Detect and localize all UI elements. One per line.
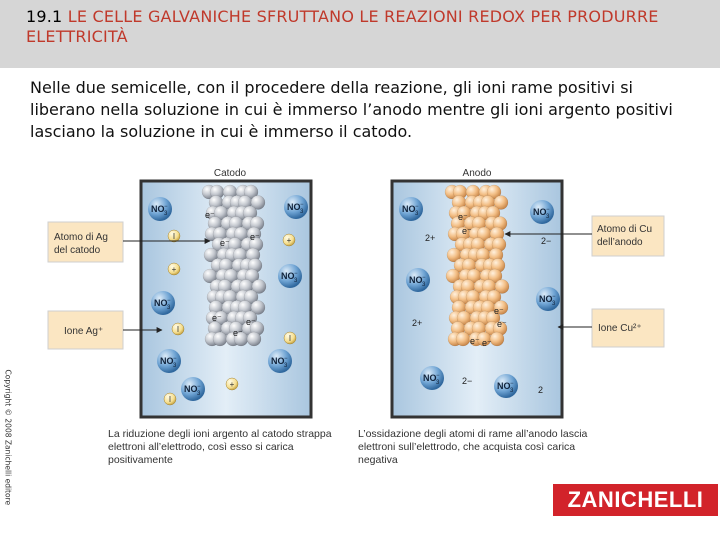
nitrate-ion bbox=[268, 349, 292, 373]
silver-atom bbox=[213, 332, 227, 346]
callout-cu-ion bbox=[558, 309, 664, 347]
nitrate-ion-label: NO bbox=[533, 207, 547, 217]
nitrate-ion-subscript: 3 bbox=[173, 363, 177, 369]
nitrate-ion-charge: − bbox=[167, 298, 171, 304]
positive-charge-label: + bbox=[229, 380, 235, 389]
nitrate-ion-charge: − bbox=[300, 202, 304, 208]
silver-ion bbox=[164, 393, 176, 405]
copper-atom bbox=[490, 332, 504, 346]
nitrate-ion bbox=[284, 195, 308, 219]
copper-ion-charge: 2+ bbox=[412, 318, 423, 328]
nitrate-ion-charge: − bbox=[546, 207, 550, 213]
copyright-notice: Copyright © 2008 Zanichelli editore bbox=[3, 369, 13, 506]
nitrate-ion-charge: − bbox=[284, 356, 288, 362]
nitrate-ion-charge: − bbox=[510, 381, 514, 387]
nitrate-ion-label: NO bbox=[409, 275, 423, 285]
nitrate-ion bbox=[406, 268, 430, 292]
electron: e⁻ bbox=[212, 313, 222, 323]
silver-ion-label: I bbox=[176, 325, 180, 334]
electron: e⁻ bbox=[205, 210, 215, 220]
section-number: 19.1 bbox=[26, 7, 63, 26]
publisher-logo: ZANICHELLI bbox=[553, 484, 718, 516]
nitrate-ion-subscript: 3 bbox=[197, 391, 201, 397]
anode-caption: L’ossidazione degli atomi di rame all’anodo lascia elettroni sull’elettrodo, che acquista così carica negativa bbox=[358, 428, 588, 466]
nitrate-ion-subscript: 3 bbox=[300, 209, 304, 215]
nitrate-ion bbox=[399, 197, 423, 221]
silver-atom bbox=[247, 332, 261, 346]
silver-ion-label: I bbox=[288, 334, 292, 343]
nitrate-ion-subscript: 3 bbox=[552, 301, 556, 307]
nitrate-ion bbox=[181, 377, 205, 401]
nitrate-ion-subscript: 3 bbox=[546, 214, 550, 220]
silver-ion-label: I bbox=[168, 395, 172, 404]
nitrate-ion-label: NO bbox=[271, 356, 285, 366]
nitrate-ion bbox=[278, 264, 302, 288]
electron: e⁻ bbox=[458, 212, 468, 222]
nitrate-ion-charge: − bbox=[415, 204, 419, 210]
positive-charge-label: + bbox=[171, 265, 177, 274]
callout-ag-atom-line2: del catodo bbox=[54, 245, 101, 256]
nitrate-ion-subscript: 3 bbox=[422, 282, 426, 288]
nitrate-ion-label: NO bbox=[497, 381, 511, 391]
electron: e⁻ bbox=[494, 306, 504, 316]
silver-ion bbox=[284, 332, 296, 344]
nitrate-ion-label: NO bbox=[154, 298, 168, 308]
electron: e⁻ bbox=[462, 226, 472, 236]
copper-ion-charge: 2+ bbox=[425, 233, 436, 243]
positive-charge bbox=[226, 378, 238, 390]
intro-paragraph: Nelle due semicelle, con il procedere della reazione, gli ioni rame positivi si liberano nella soluzione in cui è immerso l’anodo mentre gli ioni argento positivi lasciano la soluzione in cui è immerso il catodo. bbox=[30, 78, 673, 141]
nitrate-ion bbox=[151, 291, 175, 315]
nitrate-ion-subscript: 3 bbox=[510, 388, 514, 394]
silver-ion-label: I bbox=[172, 232, 176, 241]
nitrate-ion bbox=[494, 374, 518, 398]
copper-atom bbox=[456, 332, 470, 346]
electron: e⁻ bbox=[470, 336, 480, 346]
positive-charge bbox=[168, 263, 180, 275]
nitrate-ion-label: NO bbox=[423, 373, 437, 383]
anode-charge: 2− bbox=[462, 376, 473, 386]
electron: e⁻ bbox=[220, 238, 230, 248]
nitrate-ion-subscript: 3 bbox=[436, 380, 440, 386]
nitrate-ion-label: NO bbox=[184, 384, 198, 394]
nitrate-ion-charge: − bbox=[294, 271, 298, 277]
nitrate-ion-label: NO bbox=[402, 204, 416, 214]
electron: e⁻ bbox=[250, 232, 260, 242]
callout-cu-atom-line2: dell’anodo bbox=[597, 237, 643, 248]
nitrate-ion bbox=[420, 366, 444, 390]
callout-ag-atom-line1: Atomo di Ag bbox=[54, 232, 108, 243]
anode-charge: 2− bbox=[541, 236, 552, 246]
nitrate-ion bbox=[530, 200, 554, 224]
callout-ag-ion-label: Ione Ag⁺ bbox=[64, 326, 104, 337]
nitrate-ion-subscript: 3 bbox=[164, 211, 168, 217]
cathode-heading: Catodo bbox=[213, 168, 247, 179]
nitrate-ion bbox=[157, 349, 181, 373]
nitrate-ion-label: NO bbox=[539, 294, 553, 304]
nitrate-ion-label: NO bbox=[151, 204, 165, 214]
electron: e⁻ bbox=[482, 338, 492, 348]
nitrate-ion-charge: − bbox=[173, 356, 177, 362]
nitrate-ion bbox=[536, 287, 560, 311]
copper-ion-marker: 2 bbox=[538, 385, 544, 395]
cathode-caption: La riduzione degli ioni argento al catodo strappa elettroni all’elettrodo, così esso si carica positivamente bbox=[108, 428, 332, 466]
electron: e⁻ bbox=[233, 328, 243, 338]
nitrate-ion-charge: − bbox=[164, 204, 168, 210]
nitrate-ion-charge: − bbox=[422, 275, 426, 281]
electron: e⁻ bbox=[246, 317, 256, 327]
section-title: LE CELLE GALVANICHE SFRUTTANO LE REAZIONI REDOX PER PRODURRE ELETTRICITÀ bbox=[26, 7, 659, 46]
callout-cu-ion-label: Ione Cu²⁺ bbox=[598, 323, 642, 334]
anode-heading: Anodo bbox=[462, 168, 492, 179]
nitrate-ion-subscript: 3 bbox=[294, 278, 298, 284]
silver-ion bbox=[172, 323, 184, 335]
nitrate-ion-subscript: 3 bbox=[284, 363, 288, 369]
callout-cu-atom-line1: Atomo di Cu bbox=[597, 224, 653, 235]
nitrate-ion-charge: − bbox=[552, 294, 556, 300]
electron: e⁻ bbox=[497, 319, 507, 329]
nitrate-ion-subscript: 3 bbox=[415, 211, 419, 217]
nitrate-ion bbox=[148, 197, 172, 221]
nitrate-ion-label: NO bbox=[287, 202, 301, 212]
nitrate-ion-charge: − bbox=[197, 384, 201, 390]
nitrate-ion-label: NO bbox=[281, 271, 295, 281]
nitrate-ion-charge: − bbox=[436, 373, 440, 379]
positive-charge bbox=[283, 234, 295, 246]
nitrate-ion-subscript: 3 bbox=[167, 305, 171, 311]
nitrate-ion-label: NO bbox=[160, 356, 174, 366]
positive-charge-label: + bbox=[286, 236, 292, 245]
silver-ion bbox=[168, 230, 180, 242]
